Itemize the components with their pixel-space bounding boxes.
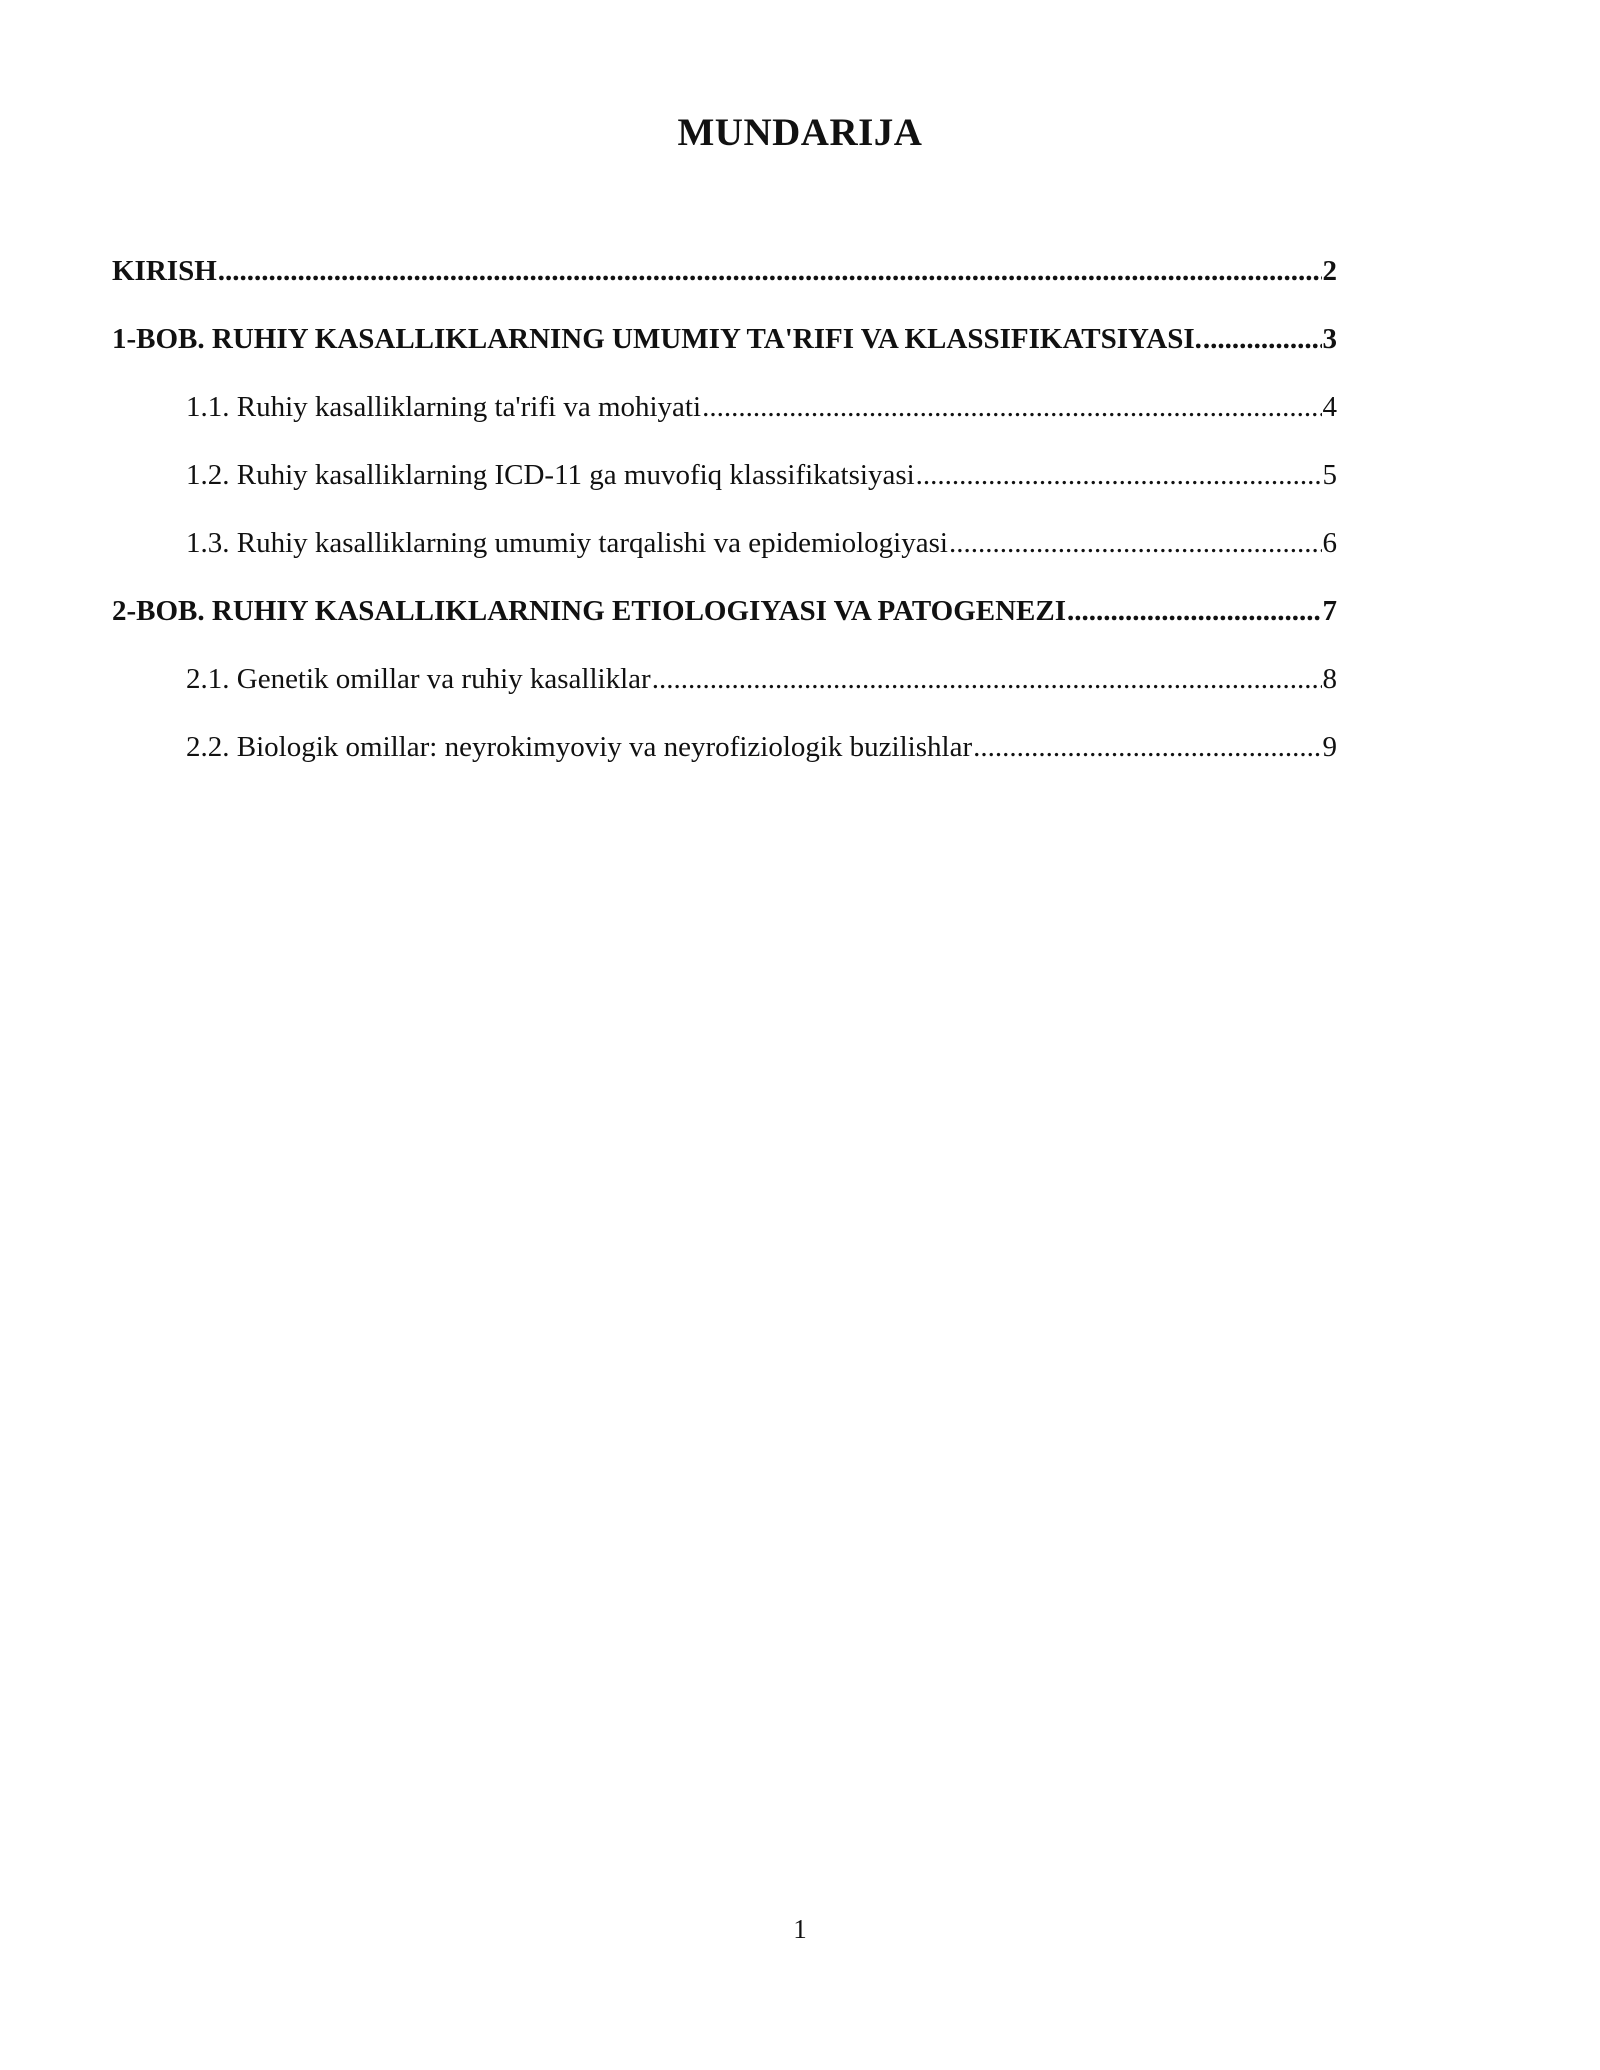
toc-entry-chapter-2[interactable] bbox=[112, 593, 1337, 661]
page-number: 1 bbox=[793, 1914, 807, 1944]
toc-entry-page: 7 bbox=[1322, 595, 1337, 627]
dot-leader bbox=[1203, 321, 1322, 357]
toc-entry-section-2-2[interactable] bbox=[112, 729, 1337, 797]
page-title: MUNDARIJA bbox=[677, 111, 923, 154]
dot-leader bbox=[1067, 593, 1321, 629]
toc-entry-label: 1-BOB. RUHIY KASALLIKLARNING UMUMIY TA'RIFI VA KLASSIFIKATSIYASI. bbox=[112, 323, 1202, 355]
toc-entry-section-1-1[interactable] bbox=[112, 389, 1337, 457]
toc-entry-section-2-1[interactable] bbox=[112, 661, 1337, 729]
toc-entry-kirish[interactable] bbox=[112, 253, 1337, 321]
toc-entry-label: 2-BOB. RUHIY KASALLIKLARNING ETIOLOGIYASI VA PATOGENEZI bbox=[112, 595, 1067, 627]
toc-entry-page: 5 bbox=[1322, 459, 1337, 491]
dot-leader bbox=[916, 457, 1322, 493]
dot-leader bbox=[652, 661, 1322, 697]
toc-entry-label: 1.2. Ruhiy kasalliklarning ICD-11 ga muvofiq klassifikatsiyasi bbox=[186, 459, 915, 491]
table-of-contents bbox=[112, 253, 1337, 797]
toc-entry-chapter-1[interactable] bbox=[112, 321, 1337, 389]
toc-entry-label: 2.2. Biologik omillar: neyrokimyoviy va neyrofiziologik buzilishlar bbox=[186, 731, 973, 763]
toc-entry-label: 2.1. Genetik omillar va ruhiy kasalliklar bbox=[186, 663, 651, 695]
toc-entry-section-1-3[interactable] bbox=[112, 525, 1337, 593]
toc-entry-label: 1.3. Ruhiy kasalliklarning umumiy tarqalishi va epidemiologiyasi bbox=[186, 527, 948, 559]
toc-entry-page: 8 bbox=[1322, 663, 1337, 695]
toc-entry-page: 6 bbox=[1322, 527, 1337, 559]
toc-entry-section-1-2[interactable] bbox=[112, 457, 1337, 525]
toc-entry-page: 9 bbox=[1322, 731, 1337, 763]
toc-entry-page: 4 bbox=[1322, 391, 1337, 423]
dot-leader bbox=[218, 253, 1322, 289]
toc-entry-label: 1.1. Ruhiy kasalliklarning ta'rifi va mohiyati bbox=[186, 391, 702, 423]
dot-leader bbox=[973, 729, 1321, 765]
toc-entry-label: KIRISH bbox=[112, 255, 217, 287]
dot-leader bbox=[702, 389, 1321, 425]
toc-entry-page: 2 bbox=[1322, 255, 1337, 287]
toc-entry-page: 3 bbox=[1322, 323, 1337, 355]
dot-leader bbox=[949, 525, 1322, 561]
